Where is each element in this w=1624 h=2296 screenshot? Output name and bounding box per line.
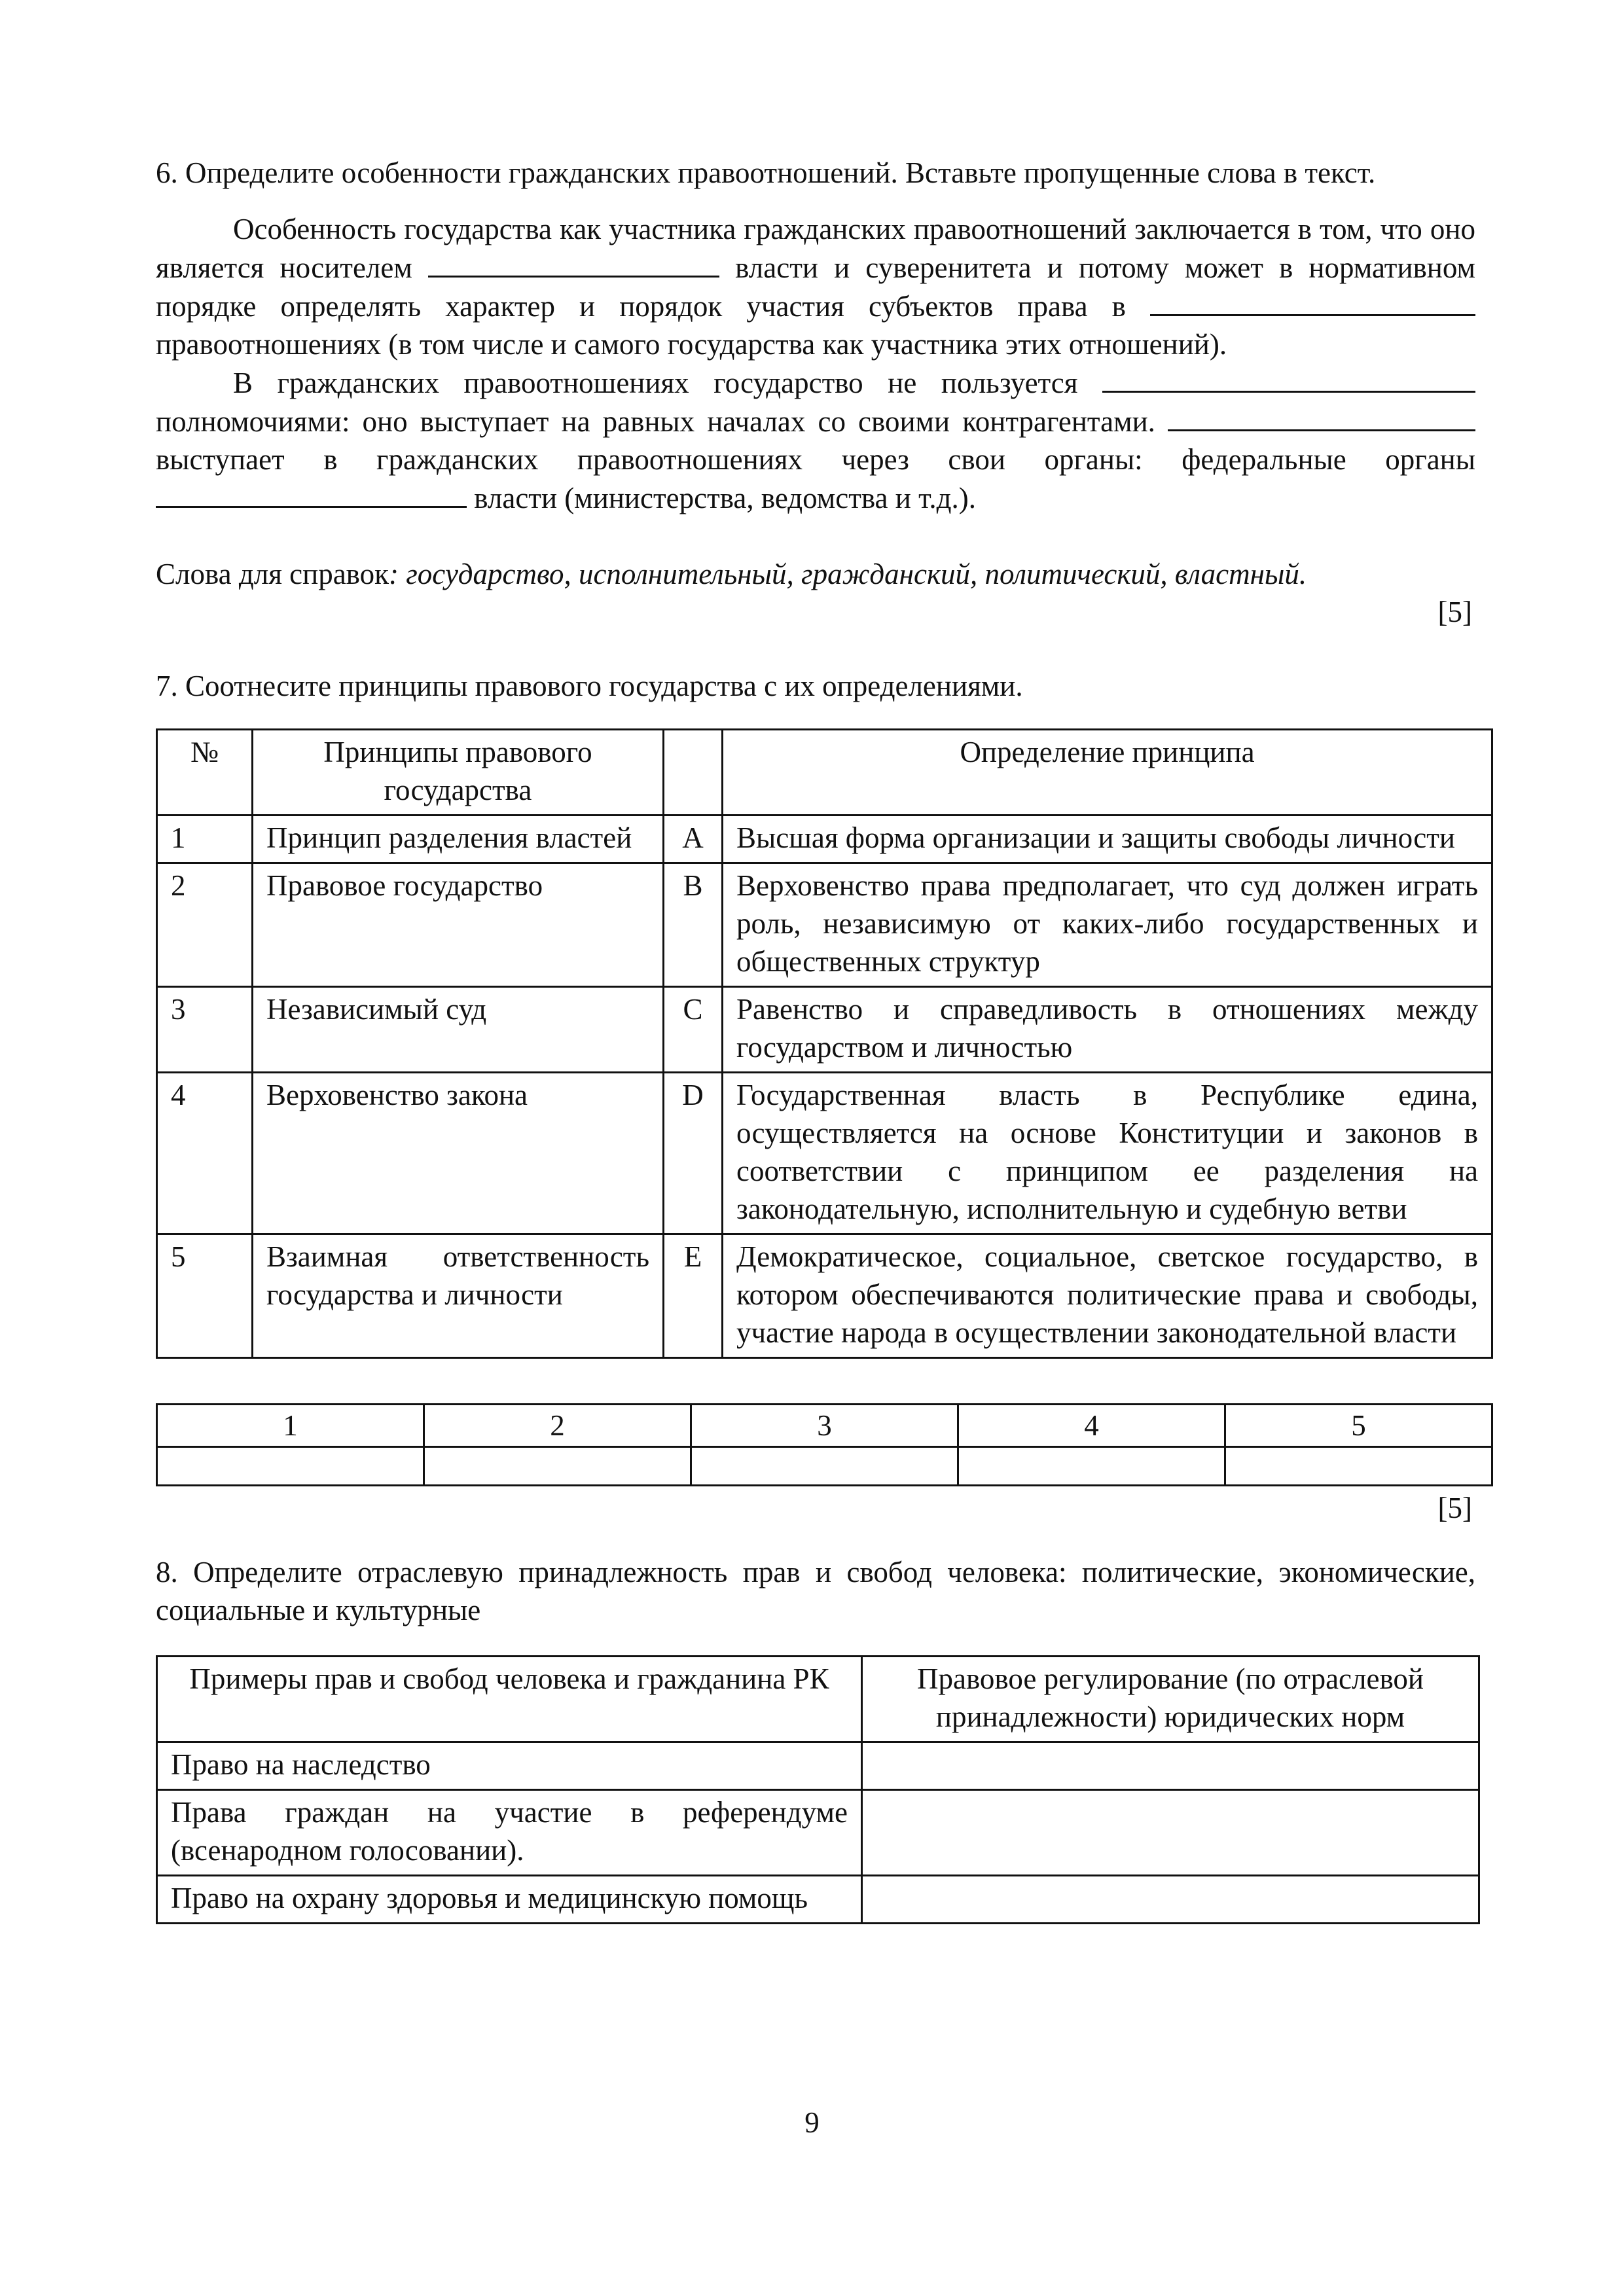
question-7: [156, 667, 1478, 1527]
answer-col-3: 3: [691, 1405, 958, 1447]
page-number: 9: [804, 2106, 820, 2139]
q6-p2-text-b: полномочиями: оно выступает на равных началах со своими контрагентами.: [156, 405, 1155, 438]
row-answer-cell[interactable]: [862, 1876, 1479, 1924]
q6-p1-text-a: Особенность государства как участника гражданских правоотношений заключается в том, что оно является носителем: [156, 213, 1475, 284]
row-letter: C: [664, 987, 723, 1073]
answer-cell-4[interactable]: [958, 1447, 1225, 1486]
blank-field-4[interactable]: [1168, 402, 1475, 431]
worksheet-page: [156, 154, 1478, 1924]
q6-paragraph-2: [156, 363, 1475, 517]
answer-cell-5[interactable]: [1225, 1447, 1492, 1486]
header-principle: Принципы правового государства: [253, 730, 664, 816]
answer-col-5: 5: [1225, 1405, 1492, 1447]
row-principle: Принцип разделения властей: [253, 816, 664, 863]
answer-header-row: [157, 1405, 1492, 1447]
table-header-row: [157, 730, 1492, 816]
answer-cell-1[interactable]: [157, 1447, 424, 1486]
answer-input-row: [157, 1447, 1492, 1486]
q6-word-bank: [156, 555, 1475, 593]
row-definition: Демократическое, социальное, светское государство, в котором обеспечиваются политические права и свободы, участие народа в осуществлении законодательной власти: [723, 1234, 1492, 1358]
row-principle: Взаимная ответственность государства и личности: [253, 1234, 664, 1358]
q6-p2-text-c: выступает в гражданских правоотношениях через свои органы: федеральные органы: [156, 443, 1475, 476]
question-8: [156, 1553, 1475, 1924]
row-letter: E: [664, 1234, 723, 1358]
q6-p2-text-a: В гражданских правоотношениях государство не пользуется: [233, 367, 1078, 399]
row-principle: Верховенство закона: [253, 1073, 664, 1234]
table-row: [157, 987, 1492, 1073]
header-regulation: Правовое регулирование (по отраслевой принадлежности) юридических норм: [862, 1657, 1479, 1742]
answer-col-2: 2: [424, 1405, 691, 1447]
table-row: [157, 1790, 1479, 1876]
q7-title: 7. Соотнесите принципы правового государства с их определениями.: [156, 670, 1023, 702]
row-number: 5: [157, 1234, 253, 1358]
row-number: 2: [157, 863, 253, 987]
q7-score: [5]: [1437, 1492, 1472, 1524]
rights-table: [156, 1655, 1480, 1924]
row-example: Права граждан на участие в референдуме (всенародном голосовании).: [157, 1790, 862, 1876]
principles-table: [156, 728, 1493, 1359]
blank-field-1[interactable]: [428, 248, 719, 278]
table-row: [157, 1234, 1492, 1358]
table-row: [157, 1876, 1479, 1924]
answer-cell-2[interactable]: [424, 1447, 691, 1486]
row-definition: Равенство и справедливость в отношениях между государством и личностью: [723, 987, 1492, 1073]
row-example: Право на охрану здоровья и медицинскую помощь: [157, 1876, 862, 1924]
row-definition: Высшая форма организации и защиты свободы личности: [723, 816, 1492, 863]
row-letter: A: [664, 816, 723, 863]
q6-p1-text-c: правоотношениях (в том числе и самого государства как участника этих отношений).: [156, 328, 1227, 361]
row-definition: Верховенство права предполагает, что суд должен играть роль, независимую от каких-либо государственных и общественных структур: [723, 863, 1492, 987]
header-definition: Определение принципа: [723, 730, 1492, 816]
answer-grid: [156, 1403, 1493, 1486]
header-examples: Примеры прав и свобод человека и гражданина РК: [157, 1657, 862, 1742]
answer-col-1: 1: [157, 1405, 424, 1447]
q6-p2-text-d: власти (министерства, ведомства и т.д.).: [474, 482, 977, 514]
blank-field-2[interactable]: [1150, 287, 1475, 316]
blank-field-3[interactable]: [1102, 363, 1475, 393]
table-header-row: [157, 1657, 1479, 1742]
answer-col-4: 4: [958, 1405, 1225, 1447]
row-example: Право на наследство: [157, 1742, 862, 1790]
row-number: 3: [157, 987, 253, 1073]
q6-paragraph-1: [156, 210, 1475, 363]
row-principle: Правовое государство: [253, 863, 664, 987]
table-row: [157, 1742, 1479, 1790]
word-bank-list: : государство, исполнительный, гражданский, политический, властный.: [388, 558, 1307, 590]
header-letter: [664, 730, 723, 816]
row-principle: Независимый суд: [253, 987, 664, 1073]
table-row: [157, 816, 1492, 863]
q8-title: 8. Определите отраслевую принадлежность прав и свобод человека: политические, экономические, социальные и культурные: [156, 1556, 1475, 1626]
row-answer-cell[interactable]: [862, 1742, 1479, 1790]
word-bank-label: Слова для справок: [156, 558, 389, 590]
row-definition: Государственная власть в Республике едина, осуществляется на основе Конституции и законов в соответствии с принципом ее разделения на законодательную, исполнительную и судебную ветви: [723, 1073, 1492, 1234]
q6-title: 6. Определите особенности гражданских правоотношений. Вставьте пропущенные слова в текст.: [156, 156, 1376, 189]
table-row: [157, 1073, 1492, 1234]
table-row: [157, 863, 1492, 987]
row-answer-cell[interactable]: [862, 1790, 1479, 1876]
row-number: 4: [157, 1073, 253, 1234]
row-number: 1: [157, 816, 253, 863]
q6-p1-text-b: власти и суверенитета и потому может в нормативном порядке определять характер и порядок участия субъектов права в: [156, 251, 1475, 323]
answer-cell-3[interactable]: [691, 1447, 958, 1486]
header-number: №: [157, 730, 253, 816]
row-letter: B: [664, 863, 723, 987]
blank-field-5[interactable]: [156, 478, 467, 508]
row-letter: D: [664, 1073, 723, 1234]
question-6: [156, 154, 1475, 631]
q6-score: [5]: [1437, 596, 1472, 628]
